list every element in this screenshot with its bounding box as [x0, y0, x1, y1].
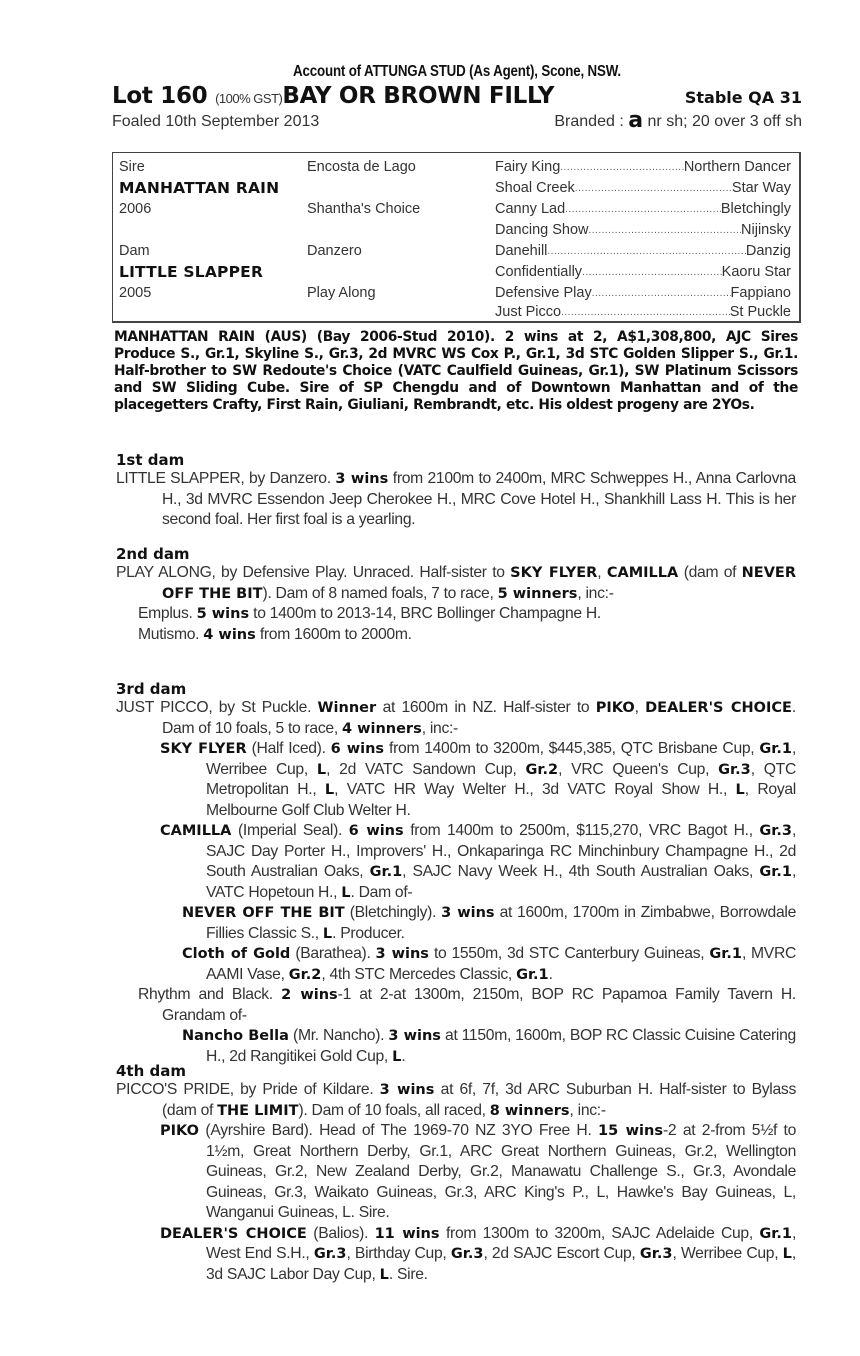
branded-detail: nr sh; 20 over 3 off sh: [647, 113, 802, 130]
section-heading: 3rd dam: [116, 680, 187, 698]
gen3-row: Canny Lad ..... Bletchingly: [495, 200, 791, 219]
gen3-row: Fairy King ..... Northern Dancer: [495, 158, 791, 177]
sire-sire: Encosta de Lago: [307, 159, 416, 175]
horse-description: BAY OR BROWN FILLY: [282, 83, 555, 109]
dam-sire: Danzero: [307, 243, 362, 259]
second-dam-section: [116, 545, 796, 645]
gen3-row: Shoal Creek ..... Star Way: [495, 179, 791, 198]
progeny-entry: DEALER'S CHOICE (Balios). 11 wins from 1300m to 3200m, SAJC Adelaide Cup, Gr.1, West End S.H., Gr.3, Birthday Cup, Gr.3, 2d SAJC Escort Cup, Gr.3, Werribee Cup, L, 3d SAJC Labor Day Cup, L. Sire.: [160, 1224, 797, 1283]
vendor-account: Account of ATTUNGA STUD (As Agent), Scone, NSW.: [293, 63, 621, 80]
sire-name: MANHATTAN RAIN: [119, 179, 280, 197]
progeny-entry: Rhythm and Black. 2 wins-1 at 2-at 1300m, 2150m, BOP RC Papamoa Family Tavern H. Grandam of-: [138, 986, 796, 1024]
gen3-row: Confidentially ..... Kaoru Star: [495, 263, 791, 282]
first-dam-section: [116, 451, 796, 531]
lot-title: [112, 83, 554, 109]
dam-year: 2005: [119, 285, 152, 301]
grand-progeny-entry: NEVER OFF THE BIT (Bletchingly). 3 wins at 1600m, 1700m in Zimbabwe, Borrowdale Fillies Classic S., L. Producer.: [182, 904, 797, 942]
dam-paragraph: PICCO'S PRIDE, by Pride of Kildare. 3 wins at 6f, 7f, 3d ARC Suburban H. Half-sister to Bylass (dam of THE LIMIT). Dam of 10 foals, all raced, 8 winners, inc:-: [116, 1081, 796, 1119]
dam-paragraph: PLAY ALONG, by Defensive Play. Unraced. Half-sister to SKY FLYER, CAMILLA (dam of NEVER OFF THE BIT). Dam of 8 named foals, 7 to race, 5 winners, inc:-: [116, 564, 797, 602]
sire-label: Sire: [119, 159, 145, 175]
brand-mark-icon: a: [628, 108, 644, 133]
sire-year: 2006: [119, 201, 152, 217]
third-dam-section: [116, 680, 796, 1067]
dam-paragraph: JUST PICCO, by St Puckle. Winner at 1600m in NZ. Half-sister to PIKO, DEALER'S CHOICE. Dam of 10 foals, 5 to race, 4 winners, inc:-: [116, 699, 796, 737]
catalogue-header: [112, 62, 802, 135]
gen3-row: Just Picco ..... St Puckle: [495, 303, 791, 322]
gen3-row: Defensive Play ..... Fappiano: [495, 284, 791, 303]
section-heading: 2nd dam: [116, 545, 190, 563]
gen3-row: Danehill ..... Danzig: [495, 242, 791, 261]
gst-note: (100% GST): [215, 91, 283, 106]
dam-dam: Play Along: [307, 285, 376, 301]
section-heading: 1st dam: [116, 451, 185, 469]
gen3-row: Dancing Show ..... Nijinsky: [495, 221, 791, 240]
section-heading: 4th dam: [116, 1062, 186, 1080]
sire-summary: MANHATTAN RAIN (AUS) (Bay 2006-Stud 2010). 2 wins at 2, A$1,308,800, AJC Sires Produce S., Gr.1, Skyline S., Gr.3, 2d MVRC WS Cox P., Gr.1, 3d STC Golden Slipper S., Gr.1. Half-brother to SW Redoute's Choice (VATC Caulfield Guineas, Gr.1), SW Platinum Scissors and SW Sliding Cube. Sire of SP Chengdu and of Downtown Manhattan and of the placegetters Crafty, First Rain, Giuliani, Rembrandt, etc. His oldest progeny are 2YOs.: [114, 329, 798, 413]
lot-line: [112, 83, 802, 111]
branding: [554, 108, 802, 133]
pedigree-table: [112, 152, 801, 323]
dam-paragraph: LITTLE SLAPPER, by Danzero. 3 wins from 2100m to 2400m, MRC Schweppes H., Anna Carlovna H., 3d MVRC Essendon Jeep Cherokee H., MRC Cove Hotel H., Shankhill Lass H. This is her second foal. Her first foal is a yearling.: [116, 470, 796, 528]
progeny-entry: Mutismo. 4 wins from 1600m to 2000m.: [138, 625, 412, 643]
lot-number: Lot 160: [112, 83, 208, 109]
foal-line: [112, 108, 802, 135]
progeny-entry: PIKO (Ayrshire Bard). Head of The 1969-70 NZ 3YO Free H. 15 wins-2 at 2-from 5½f to 1½m, Great Northern Derby, Gr.1, ARC Great Northern Guineas, Gr.2, Wellington Guineas, Gr.2, New Zealand Derby, Gr.2, Manawatu Challenge S., Gr.3, Avondale Guineas, Gr.3, Waikato Guineas, Gr.3, ARC King's P., L, Hawke's Bay Guineas, L, Wanganui Guineas, L. Sire.: [160, 1122, 797, 1221]
progeny-entry: SKY FLYER (Half Iced). 6 wins from 1400m to 3200m, $445,385, QTC Brisbane Cup, Gr.1, Werribee Cup, L, 2d VATC Sandown Cup, Gr.2, VRC Queen's Cup, Gr.3, QTC Metropolitan H., L, VATC HR Way Welter H., 3d VATC Royal Show H., L, Royal Melbourne Golf Club Welter H.: [160, 740, 797, 819]
fourth-dam-section: [116, 1062, 796, 1285]
dam-label: Dam: [119, 243, 150, 259]
progeny-entry: Emplus. 5 wins to 1400m to 2013-14, BRC Bollinger Champagne H.: [138, 605, 601, 622]
stable-number: Stable QA 31: [684, 88, 802, 107]
grand-progeny-entry: Nancho Bella (Mr. Nancho). 3 wins at 1150m, 1600m, BOP RC Classic Cuisine Catering H., 2d Rangitikei Gold Cup, L.: [182, 1027, 796, 1065]
foaled-date: Foaled 10th September 2013: [112, 113, 320, 130]
dam-name: LITTLE SLAPPER: [119, 263, 264, 281]
progeny-entry: CAMILLA (Imperial Seal). 6 wins from 1400m to 2500m, $115,270, VRC Bagot H., Gr.3, SAJC Day Porter H., Improvers' H., Onkaparinga RC Minchinbury Champagne H., 2d South Australian Oaks, Gr.1, SAJC Navy Week H., 4th South Australian Oaks, Gr.1, VATC Hopetoun H., L. Dam of-: [160, 822, 796, 901]
branded-label: Branded :: [554, 113, 624, 130]
grand-progeny-entry: Cloth of Gold (Barathea). 3 wins to 1550m, 3d STC Canterbury Guineas, Gr.1, MVRC AAMI Vase, Gr.2, 4th STC Mercedes Classic, Gr.1.: [182, 945, 796, 983]
sire-dam: Shantha's Choice: [307, 201, 421, 217]
